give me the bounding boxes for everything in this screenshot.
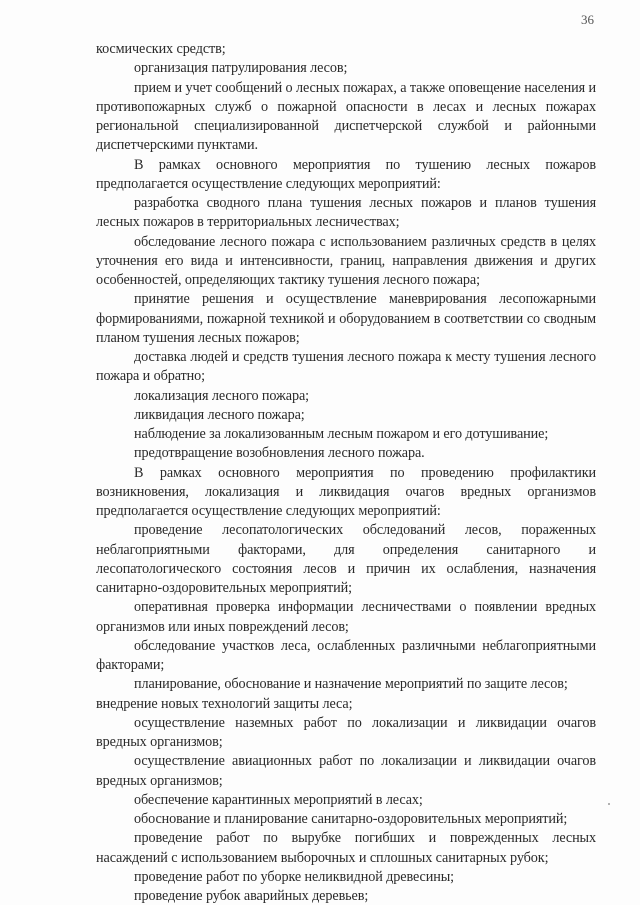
paragraph: осуществление наземных работ по локализации и ликвидации очагов вредных организмов; xyxy=(96,714,596,750)
paragraph: ликвидация лесного пожара; xyxy=(134,406,305,423)
paragraph: прием и учет сообщений о лесных пожарах, а также оповещение населения и противопожарных служб о пожарной опасности в лесах и лесных пожарах региональной специализированной диспетчерской службой и районными диспетчерскими пунктами. xyxy=(96,79,596,154)
paragraph: проведение работ по вырубке погибших и поврежденных лесных насаждений с использованием выборочных и сплошных санитарных рубок; xyxy=(96,830,596,866)
paragraph: обеспечение карантинных мероприятий в лесах; xyxy=(134,791,423,808)
paragraph: проведение рубок аварийных деревьев; xyxy=(134,888,369,904)
paragraph: В рамках основного мероприятия по проведению профилактики возникновения, локализация и ликвидация очагов вредных организмов предполагается осуществление следующих мероприятий: xyxy=(96,464,596,519)
document-body xyxy=(96,40,596,906)
page-number: 36 xyxy=(581,12,594,27)
paragraph: проведение лесопатологических обследований лесов, пораженных неблагоприятными факторами, для определения санитарного и лесопатологического состояния лесов и причин их ослабления, назначения санитарно-оздоровительных мероприятий; xyxy=(96,522,596,596)
paragraph: обследование лесного пожара с использованием различных средств в целях уточнения его вида и интенсивности, границ, направления движения и других особенностей, определяющих тактику тушения лесного пожара; xyxy=(96,233,596,288)
paragraph: обоснование и планирование санитарно-оздоровительных мероприятий; xyxy=(134,811,568,827)
paragraph: доставка людей и средств тушения лесного пожара к месту тушения лесного пожара и обратно; xyxy=(96,349,596,385)
paragraph: космических средств; xyxy=(96,41,226,57)
paragraph: оперативная проверка информации лесничествами о появлении вредных организмов или иных повреждений лесов; xyxy=(96,599,596,635)
paragraph: предотвращение возобновления лесного пожара. xyxy=(134,445,425,462)
paragraph: локализация лесного пожара; xyxy=(134,387,309,404)
paragraph: обследование участков леса, ослабленных различными неблагоприятными факторами; xyxy=(96,637,596,673)
paragraph: организация патрулирования лесов; xyxy=(134,60,348,77)
scan-speck xyxy=(608,803,610,805)
paragraph: планирование, обоснование и назначение мероприятий по защите лесов; xyxy=(134,676,568,693)
paragraph: принятие решения и осуществление маневрирования лесопожарными формированиями, пожарной техникой и оборудованием в соответствии со сводным планом тушения лесных пожаров; xyxy=(96,291,596,346)
paragraph: внедрение новых технологий защиты леса; xyxy=(96,695,353,712)
paragraph: проведение работ по уборке неликвидной древесины; xyxy=(134,868,454,885)
paragraph: разработка сводного плана тушения лесных пожаров и планов тушения лесных пожаров в территориальных лесничествах; xyxy=(96,195,596,231)
paragraph: наблюдение за локализованным лесным пожаром и его дотушивание; xyxy=(134,426,549,442)
paragraph: В рамках основного мероприятия по тушению лесных пожаров предполагается осуществление следующих мероприятий: xyxy=(96,156,596,192)
paragraph: осуществление авиационных работ по локализации и ликвидации очагов вредных организмов; xyxy=(96,753,596,789)
